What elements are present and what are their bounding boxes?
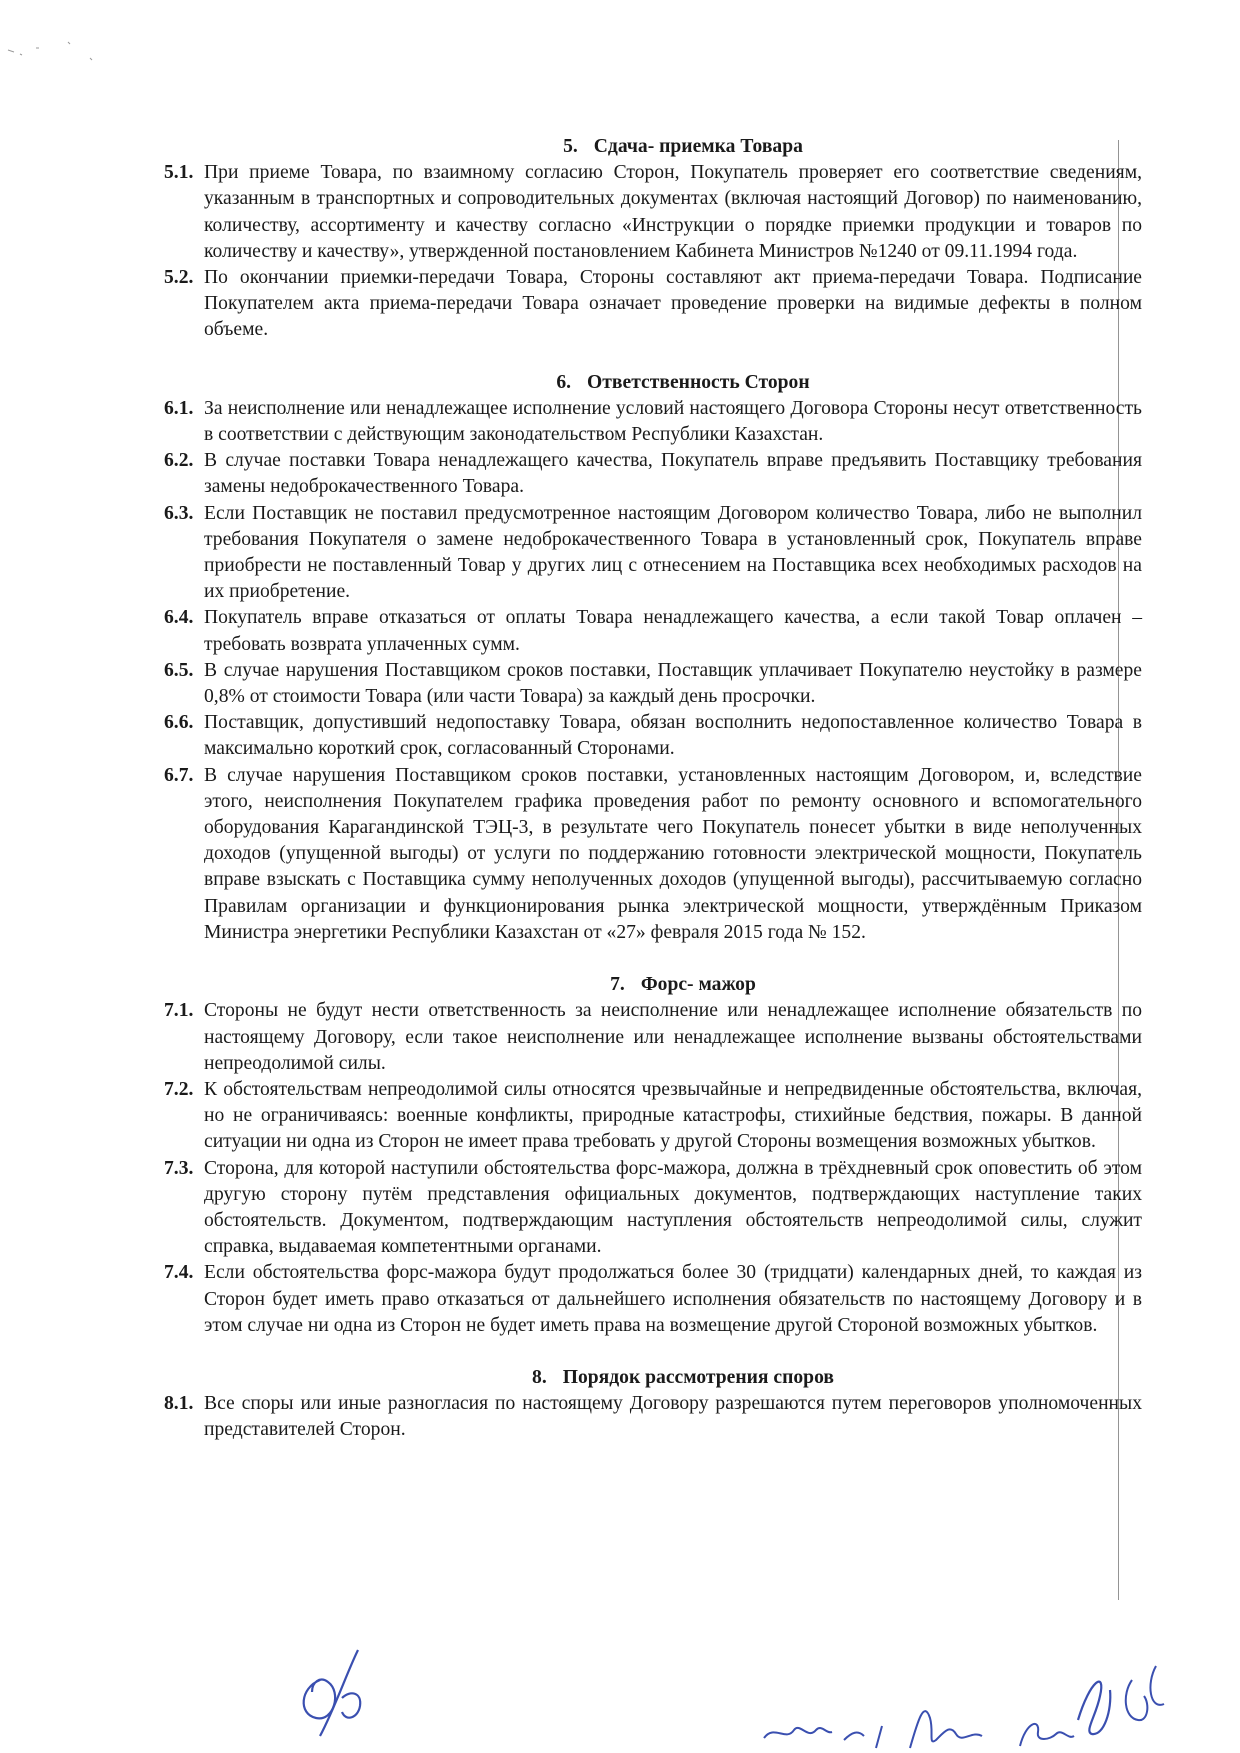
handwritten-initials-left bbox=[290, 1640, 380, 1740]
section-title: 6. Ответственность Сторон bbox=[556, 371, 810, 393]
section-6 bbox=[164, 370, 1142, 946]
section-7 bbox=[164, 972, 1142, 1339]
document-body bbox=[164, 134, 1142, 1444]
clause-6-7: 6.7. В случае нарушения Поставщиком сроков поставки, установленных настоящим Договором, и, вследствие этого, неисполнения Покупателем графика проведения работ по ремонту основного и вспомогательного оборудования Карагандинской ТЭЦ-3, в результате чего Покупатель понесет убытки в виде неполученных доходов (упущенной выгоды) от услуги по поддержанию готовности электрической мощности, Покупатель вправе взыскать с Поставщика сумму неполученных доходов (упущенной выгоды), рассчитываемую согласно Правилам организации и функционирования рынка электрической мощности, утверждённым Приказом Министра энергетики Республики Казахстан от «27» февраля 2015 года № 152. bbox=[164, 764, 1142, 943]
section-title: 7. Форс- мажор bbox=[610, 974, 756, 996]
section-5 bbox=[164, 134, 1142, 344]
section-8 bbox=[164, 1365, 1142, 1444]
clause-6-2: 6.2. В случае поставки Товара ненадлежащего качества, Покупатель вправе предъявить Поставщику требования замены недоброкачественного Товара. bbox=[164, 450, 1142, 498]
section-title: 5. Сдача- приемка Товара bbox=[563, 136, 803, 157]
clause-6-5: 6.5. В случае нарушения Поставщиком сроков поставки, Поставщик уплачивает Покупателю неустойку в размере 0,8% от стоимости Товара (или части Товара) за каждый день просрочки. bbox=[164, 659, 1142, 708]
clause-5-2: 5.2. По окончании приемки-передачи Товара, Стороны составляют акт приема-передачи Товара. Подписание Покупателем акта приема-передачи Товара означает проведение проверки на видимые дефекты в полном объеме. bbox=[164, 267, 1142, 341]
handwritten-signatures-right bbox=[760, 1660, 1180, 1753]
clause-8-1: 8.1. Все споры или иные разногласия по настоящему Договору разрешаются путем переговоров уполномоченных представителей Сторон. bbox=[164, 1393, 1142, 1441]
scan-artifact bbox=[6, 36, 96, 66]
section-title: 8. Порядок рассмотрения споров bbox=[532, 1366, 834, 1388]
clause-7-4: 7.4. Если обстоятельства форс-мажора будут продолжаться более 30 (тридцати) календарных дней, то каждая из Сторон будет иметь право отказаться от дальнейшего исполнения обязательств по настоящему Договору и в этом случае ни одна из Сторон не будет иметь права на возмещение другой Стороной возможных убытков. bbox=[164, 1262, 1142, 1336]
clause-6-3: 6.3. Если Поставщик не поставил предусмотренное настоящим Договором количество Товара, либо не выполнил требования Покупателя о замене недоброкачественного Товара в установленный срок, Покупатель вправе приобрести не поставленный Товар у других лиц с отнесением на Поставщика всех необходимых расходов на их приобретение. bbox=[164, 502, 1142, 603]
clause-7-1: 7.1. Стороны не будут нести ответственность за неисполнение или ненадлежащее исполнение обязательств по настоящему Договору, если такое неисполнение или ненадлежащее исполнение вызваны обстоятельствами непреодолимой силы. bbox=[164, 1000, 1142, 1074]
clause-6-1: 6.1. За неисполнение или ненадлежащее исполнение условий настоящего Договора Стороны несут ответственность в соответствии с действующим законодательством Республики Казахстан. bbox=[164, 397, 1142, 446]
clause-7-3: 7.3. Сторона, для которой наступили обстоятельства форс-мажора, должна в трёхдневный срок оповестить об этом другую сторону путём представления официальных документов, подтверждающих наступление таких обстоятельств. Документом, подтверждающим наступления обстоятельств непреодолимой силы, служит справка, выдаваемая компетентными органами. bbox=[164, 1157, 1142, 1258]
clause-7-2: 7.2. К обстоятельствам непреодолимой силы относятся чрезвычайные и непредвиденные обстоятельства, включая, но не ограничиваясь: военные конфликты, природные катастрофы, стихийные бедствия, пожары. В данной ситуации ни одна из Сторон не имеет права требовать у другой Стороны возмещения возможных убытков. bbox=[164, 1078, 1142, 1153]
clause-5-1: 5.1. При приеме Товара, по взаимному согласию Сторон, Покупатель проверяет его соответствие сведениям, указанным в транспортных и сопроводительных документах (включая настоящий Договор) по наименованию, количеству, ассортименту и качеству согласно «Инструкции о порядке приемки продукции и товаров по количеству и качеству», утвержденной постановлением Кабинета Министров №1240 от 09.11.1994 года. bbox=[164, 162, 1142, 262]
clause-6-4: 6.4. Покупатель вправе отказаться от оплаты Товара ненадлежащего качества, а если такой Товар оплачен – требовать возврата уплаченных сумм. bbox=[164, 607, 1142, 655]
clause-6-6: 6.6. Поставщик, допустивший недопоставку Товара, обязан восполнить недопоставленное количество Товара в максимально короткий срок, согласованный Сторонами. bbox=[164, 712, 1142, 760]
